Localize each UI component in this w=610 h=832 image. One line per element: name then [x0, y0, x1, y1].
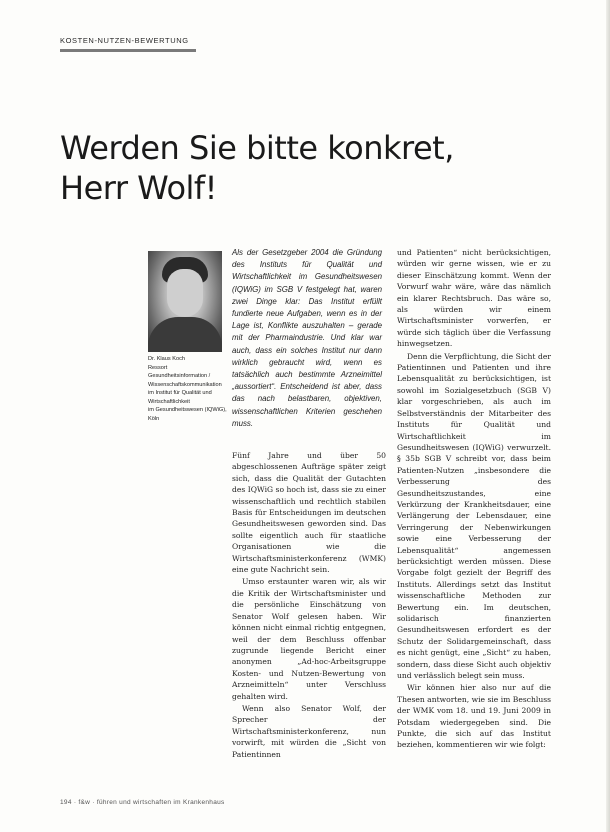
body-column-left [232, 450, 386, 761]
left-paragraph-1: Fünf Jahre und über 50 abgeschlossenen Aufträge später zeigt sich, dass die Qualität der Gutachten des IQWiG so hoch ist, dass sie zu einer wissenschaftlich und rechtlich stabilen Basis für Entscheidungen im deutschen Gesundheitswesen geworden sind. Das sollte eigentlich auch für staatliche Organisationen wie die Wirtschaftsministerkonferenz (WMK) eine gute Nachricht sein. [232, 451, 386, 575]
right-paragraph-3: Wir können hier also nur auf die Thesen antworten, wie sie im Beschluss der WMK vom 18. und 19. Juni 2009 in Potsdam wiedergegeben sind. Die Punkte, die sich auf das Institut beziehen, kommentieren wir wie folgt: [397, 683, 551, 750]
caption-name: Dr. Klaus Koch [148, 356, 185, 362]
left-paragraph-2: Umso erstaunter waren wir, als wir die Kritik der Wirtschaftsminister und die persönliche Einschätzung von Senator Wolf gelesen haben. Wir können nicht einmal richtig entgegnen, weil der dem Beschluss offenbar zugrunde liegende Bericht einer anonymen „Ad-hoc-Arbeitsgruppe Kosten- und Nutzen-Bewertung von Arzneimitteln“ unter Verschluss gehalten wird. [232, 577, 386, 701]
author-photo [148, 251, 222, 352]
author-caption [148, 355, 228, 423]
right-paragraph-2: Denn die Verpflichtung, die Sicht der Patientinnen und Patienten und ihre Lebensqualität zu berücksichtigen, ist sowohl im Sozialgesetzbuch (SGB V) klar vorgeschrieben, als auch im Selbstverständnis der Mitarbeiter des Instituts für Qualität und Wirtschaftlichkeit im Gesundheitswesen (IQWiG) verwurzelt. § 35b SGB V schreibt vor, dass beim Patienten-Nutzen „insbesondere die Verbesserung des Gesundheitszustandes, eine Verkürzung der Krankheitsdauer, eine Verlängerung der Lebensdauer, eine Verringerung der Nebenwirkungen sowie eine Verbesserung der Lebensqualität“ angemessen berücksichtigt werden müssen. Diese Vorgabe folgt gezielt der Begriff des Instituts. Allerdings setzt das Institut wissenschaftliche Methoden zur Bewertung ein. Im deutschen, solidarisch finanzierten Gesundheitswesen erfordert es der Schutz der Solidargemeinschaft, dass es nicht genügt, eine „Sicht“ zu haben, sondern, dass diese Sicht auch objektiv und verlässlich belegt sein muss. [397, 351, 551, 681]
title-line-1: Werden Sie bitte konkret, [60, 129, 454, 167]
right-paragraph-1: und Patienten“ nicht berücksichtigen, würden wir gerne wissen, wie er zu dieser Einschätzung kommt. Wenn der Vorwurf wahr wäre, wäre das nämlich ein klarer Rechtsbruch. Das wäre so, als würden wir einem Wirtschaftsminister vorwerfen, er würde sich täglich über die Verfassung hinwegsetzen. [397, 248, 551, 349]
title-line-2: Herr Wolf! [60, 169, 217, 207]
caption-line-4: im Gesundheitswesen (IQWiG), Köln [148, 407, 227, 422]
caption-line-1: Ressort [148, 364, 168, 371]
caption-line-3: im Institut für Qualität und Wirtschaftlichkeit [148, 390, 212, 405]
photo-face [167, 269, 203, 317]
photo-shoulders [148, 317, 222, 352]
page-edge [606, 0, 610, 832]
left-paragraph-3: Wenn also Senator Wolf, der Sprecher der Wirtschaftsministerkonferenz, nun vorwirft, mit würden die „Sicht von Patientinnen [232, 703, 386, 759]
body-column-right [397, 247, 551, 752]
intro-paragraph: Als der Gesetzgeber 2004 die Gründung des Instituts für Qualität und Wirtschaftlichkeit im Gesundheitswesen (IQWiG) im SGB V festgelegt hat, waren zwei Dinge klar: Das Institut erfüllt fundierte neue Aufgaben, wenn es in der Lage ist, Konflikte auszuhalten – gerade mit der Pharmaindustrie. Und klar war auch, dass ein solches Institut nur dann wirklich gebraucht wird, wenn es tatsächlich auch bestimmte Arzneimittel „aussortiert“. Entscheidend ist aber, dass das nach belastbaren, objektiven, wissenschaftlichen Kriterien geschehen muss. [232, 248, 382, 428]
intro-text [232, 247, 382, 430]
page-footer: 194 · f&w · führen und wirtschaften im Krankenhaus [60, 799, 225, 806]
section-label: KOSTEN-NUTZEN-BEWERTUNG [60, 36, 189, 45]
caption-line-2: Gesundheitsinformation / Wissenschaftskommunikation [148, 373, 222, 388]
section-rule [60, 49, 196, 52]
page-title [60, 128, 454, 208]
